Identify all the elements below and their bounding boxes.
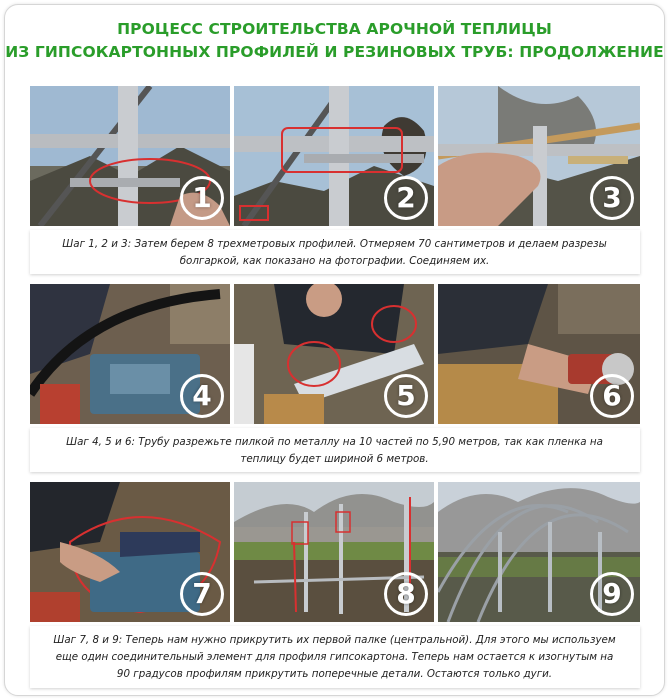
step-number-badge: 3 bbox=[590, 176, 634, 220]
caption-steps-7-9 bbox=[20, 632, 649, 683]
photo-step-5 bbox=[234, 284, 434, 424]
title-line-2: ИЗ ГИПСОКАРТОННЫХ ПРОФИЛЕЙ И РЕЗИНОВЫХ ТРУБ: ПРОДОЛЖЕНИЕ bbox=[5, 43, 664, 61]
caption-line: теплицу будет шириной 6 метров. bbox=[240, 453, 429, 465]
photo-step-8 bbox=[234, 482, 434, 622]
step-number-badge: 1 bbox=[180, 176, 224, 220]
caption-line: болгаркой, как показано на фотографии. Соединяем их. bbox=[179, 255, 490, 267]
caption-steps-1-3 bbox=[20, 236, 649, 270]
caption-steps-4-6 bbox=[20, 434, 649, 468]
photo-step-6 bbox=[438, 284, 640, 424]
photo-step-2 bbox=[234, 86, 434, 226]
step-number-badge: 7 bbox=[180, 572, 224, 616]
caption-line: Шаг 1, 2 и 3: Затем берем 8 трехметровых профилей. Отмеряем 70 сантиметров и делаем разрезы bbox=[62, 238, 607, 250]
photo-step-7 bbox=[30, 482, 230, 622]
title-line-1: ПРОЦЕСС СТРОИТЕЛЬСТВА АРОЧНОЙ ТЕПЛИЦЫ bbox=[117, 20, 552, 38]
caption-line: 90 градусов профилям прикрутить поперечные детали. Остаются только дуги. bbox=[116, 668, 553, 680]
caption-line: еще один соединительный элемент для профиля гипсокартона. Теперь нам остается к изогнутым на bbox=[55, 651, 614, 663]
step-number-badge: 4 bbox=[180, 374, 224, 418]
photo-step-4 bbox=[30, 284, 230, 424]
photo-step-1 bbox=[30, 86, 230, 226]
page-title bbox=[0, 18, 669, 64]
caption-line: Шаг 7, 8 и 9: Теперь нам нужно прикрутить их первой палке (центральной). Для этого мы используем bbox=[53, 634, 616, 646]
photo-step-3 bbox=[438, 86, 640, 226]
caption-line: Шаг 4, 5 и 6: Трубу разрежьте пилкой по металлу на 10 частей по 5,90 метров, так как пленка на bbox=[66, 436, 603, 448]
step-number-badge: 8 bbox=[384, 572, 428, 616]
step-number-badge: 6 bbox=[590, 374, 634, 418]
step-number-badge: 9 bbox=[590, 572, 634, 616]
photo-step-9 bbox=[438, 482, 640, 622]
step-number-badge: 2 bbox=[384, 176, 428, 220]
step-number-badge: 5 bbox=[384, 374, 428, 418]
